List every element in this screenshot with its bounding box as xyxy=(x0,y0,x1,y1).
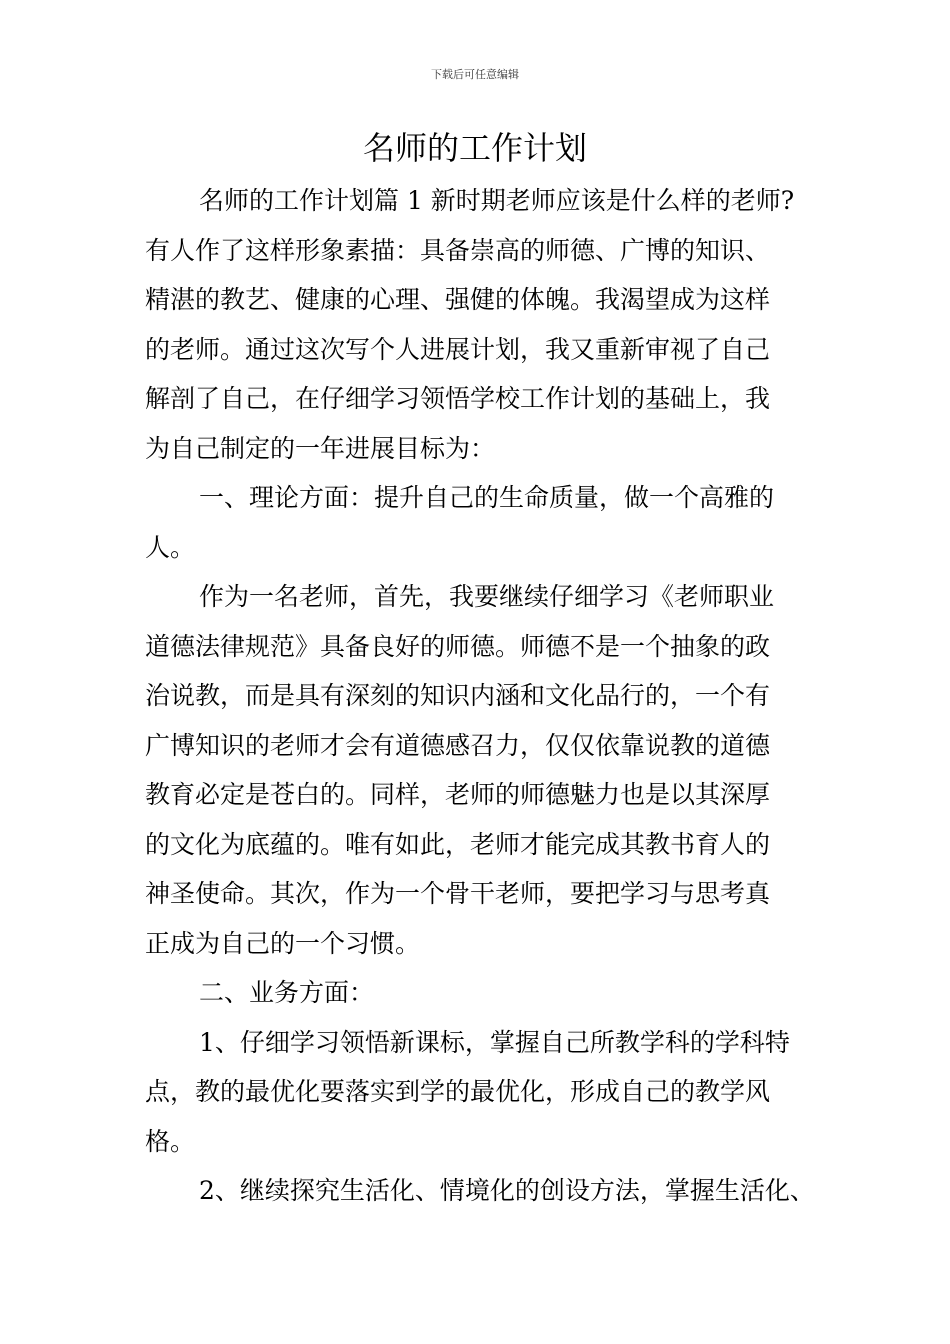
document-line: 点，教的最优化要落实到学的最优化，形成自己的教学风 xyxy=(145,1077,771,1106)
document-line: 解剖了自己，在仔细学习领悟学校工作计划的基础上，我 xyxy=(145,384,771,413)
document-line: 2、继续探究生活化、情境化的创设方法，掌握生活化、 xyxy=(199,1176,815,1205)
document-line: 格。 xyxy=(145,1126,196,1156)
document-line: 神圣使命。其次，作为一个骨干老师，要把学习与思考真 xyxy=(145,879,771,908)
document-line: 人。 xyxy=(145,532,196,562)
document-line: 道德法律规范》具备良好的师德。师德不是一个抽象的政 xyxy=(145,631,771,661)
document-line: 有人作了这样形象素描：具备崇高的师德、广博的知识、 xyxy=(145,235,771,265)
document-line: 广博知识的老师才会有道德感召力，仅仅依靠说教的道德 xyxy=(145,730,771,760)
document-line: 作为一名老师，首先，我要继续仔细学习《老师职业 xyxy=(199,582,775,611)
document-body xyxy=(145,176,825,1216)
document-line: 精湛的教艺、健康的心理、强健的体魄。我渴望成为这样 xyxy=(145,285,771,314)
document-line: 1、仔细学习领悟新课标，掌握自己所教学科的学科特 xyxy=(199,1027,790,1057)
document-line: 一、理论方面：提升自己的生命质量，做一个高雅的 xyxy=(199,483,775,512)
document-line: 为自己制定的一年进展目标为： xyxy=(145,433,496,463)
header-note: 下载后可任意编辑 xyxy=(431,68,519,81)
document-line: 教育必定是苍白的。同样，老师的师德魅力也是以其深厚 xyxy=(145,780,771,809)
document-line: 名师的工作计划篇 1 新时期老师应该是什么样的老师? xyxy=(199,186,795,215)
document-line: 的老师。通过这次写个人进展计划，我又重新审视了自己 xyxy=(145,334,771,364)
document-line: 正成为自己的一个习惯。 xyxy=(145,928,421,958)
document-line: 治说教，而是具有深刻的知识内涵和文化品行的，一个有 xyxy=(145,681,771,710)
document-line: 的文化为底蕴的。唯有如此，老师才能完成其教书育人的 xyxy=(145,829,771,859)
document-title: 名师的工作计划 xyxy=(362,129,587,167)
document-line: 二、业务方面： xyxy=(199,978,375,1007)
